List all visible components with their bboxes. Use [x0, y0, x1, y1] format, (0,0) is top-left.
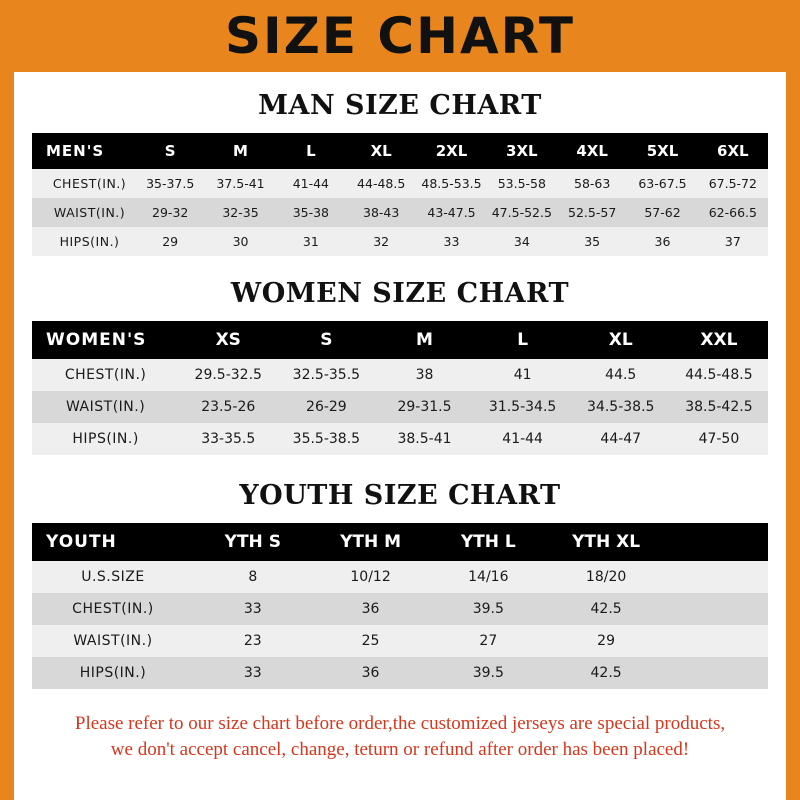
women-col-1: XS	[215, 330, 241, 350]
women-cell: 29.5-32.5	[194, 367, 262, 383]
man-cell: 43-47.5	[427, 205, 476, 220]
women-cell: 29-31.5	[397, 399, 452, 415]
man-col-7: 4XL	[576, 142, 608, 160]
women-cell: 34.5-38.5	[587, 399, 655, 415]
man-cell: 31	[302, 234, 319, 249]
women-row-label-hips: HIPS(IN.)	[72, 431, 139, 447]
man-cell: 35-38	[292, 205, 330, 220]
youth-cell: 29	[597, 633, 615, 649]
table-row	[32, 391, 768, 423]
man-row-label-waist: WAIST(IN.)	[53, 205, 126, 220]
notice-line-1: Please refer to our size chart before order,the customized jerseys are special products,	[74, 713, 726, 734]
table-header-row	[32, 523, 768, 561]
table-row	[32, 593, 768, 625]
man-cell: 29	[162, 234, 179, 249]
women-cell: 38	[415, 367, 434, 383]
chart-content	[14, 90, 786, 762]
women-section-title: WOMEN SIZE CHART	[230, 278, 570, 309]
table-row	[32, 169, 768, 198]
women-row-label-waist: WAIST(IN.)	[65, 399, 146, 415]
table-row	[32, 423, 768, 455]
youth-row-label-hips: HIPS(IN.)	[79, 665, 147, 681]
youth-col-2: YTH M	[340, 532, 402, 552]
man-cell: 67.5-72	[708, 176, 757, 191]
man-section-title: MAN SIZE CHART	[258, 90, 542, 121]
man-cell: 35-37.5	[146, 176, 195, 191]
table-row	[32, 198, 768, 227]
women-table-header	[32, 321, 768, 359]
man-col-8: 5XL	[646, 142, 679, 160]
man-table-header	[32, 133, 768, 169]
man-cell: 29-32	[152, 205, 189, 220]
youth-cell: 14/16	[468, 569, 509, 585]
youth-col-0: YOUTH	[46, 532, 117, 552]
youth-row-label-ussize: U.S.SIZE	[81, 569, 145, 585]
youth-cell	[665, 593, 768, 625]
man-cell: 36	[654, 234, 671, 249]
youth-cell: 42.5	[590, 665, 622, 681]
women-cell: 33-35.5	[201, 431, 256, 447]
man-col-3: L	[306, 142, 316, 160]
man-cell: 62-66.5	[708, 205, 757, 220]
man-cell: 35	[584, 234, 601, 249]
man-cell: 52.5-57	[568, 205, 617, 220]
women-cell: 26-29	[306, 399, 347, 415]
man-row-label-hips: HIPS(IN.)	[59, 234, 120, 249]
women-table-body	[32, 359, 768, 455]
man-col-4: XL	[370, 142, 392, 160]
women-cell: 44.5-48.5	[685, 367, 753, 383]
man-cell: 57-62	[644, 205, 681, 220]
youth-section-title: YOUTH SIZE CHART	[239, 480, 561, 511]
table-row	[32, 227, 768, 256]
women-col-6: XXL	[700, 330, 738, 350]
women-cell: 44-47	[600, 431, 642, 447]
man-cell: 41-44	[292, 176, 330, 191]
man-col-1: S	[164, 142, 176, 160]
women-col-2: S	[320, 330, 333, 350]
man-col-0: MEN'S	[46, 142, 105, 160]
women-cell: 44.5	[605, 367, 637, 383]
women-cell: 41	[513, 367, 532, 383]
table-row	[32, 561, 768, 593]
youth-row-label-waist: WAIST(IN.)	[73, 633, 153, 649]
youth-col-1: YTH S	[224, 532, 281, 552]
man-table-body	[32, 169, 768, 256]
youth-cell: 39.5	[472, 601, 504, 617]
women-cell: 38.5-42.5	[685, 399, 753, 415]
youth-cell: 42.5	[590, 601, 622, 617]
table-row	[32, 625, 768, 657]
table-header-row	[32, 133, 768, 169]
man-col-6: 3XL	[506, 142, 538, 160]
man-cell: 37	[724, 234, 741, 249]
man-cell: 58-63	[574, 176, 611, 191]
man-col-2: M	[233, 142, 248, 160]
youth-cell: 27	[479, 633, 498, 649]
man-cell: 30	[232, 234, 249, 249]
man-cell: 32-35	[222, 205, 259, 220]
women-col-4: L	[517, 330, 529, 350]
man-cell: 47.5-52.5	[491, 205, 552, 220]
youth-cell: 10/12	[350, 569, 391, 585]
youth-cell: 25	[361, 633, 380, 649]
youth-cell: 33	[243, 601, 262, 617]
man-col-9: 6XL	[717, 142, 749, 160]
youth-cell: 23	[243, 633, 262, 649]
man-cell: 48.5-53.5	[421, 176, 482, 191]
youth-cell: 18/20	[585, 569, 627, 585]
youth-col-4: YTH XL	[572, 532, 641, 552]
man-cell: 34	[513, 234, 530, 249]
youth-cell: 36	[361, 601, 380, 617]
youth-cell: 33	[243, 665, 262, 681]
man-cell: 63-67.5	[638, 176, 687, 191]
banner	[0, 0, 800, 72]
man-size-table	[32, 133, 768, 256]
women-cell: 31.5-34.5	[488, 399, 557, 415]
man-cell: 44-48.5	[357, 176, 406, 191]
man-cell: 38-43	[363, 205, 400, 220]
table-row	[32, 657, 768, 689]
table-row	[32, 359, 768, 391]
youth-col-3: YTH L	[460, 532, 516, 552]
women-cell: 23.5-26	[201, 399, 256, 415]
women-size-table	[32, 321, 768, 455]
man-cell: 37.5-41	[216, 176, 265, 191]
man-row-label-chest: CHEST(IN.)	[52, 176, 127, 191]
women-col-5: XL	[608, 330, 633, 350]
youth-table-body	[32, 561, 768, 689]
women-col-3: M	[416, 330, 433, 350]
youth-size-table	[32, 523, 768, 689]
women-cell: 41-44	[502, 431, 543, 447]
women-row-label-chest: CHEST(IN.)	[64, 367, 147, 383]
youth-cell: 36	[361, 665, 380, 681]
youth-cell: 39.5	[472, 665, 504, 681]
youth-row-label-chest: CHEST(IN.)	[72, 601, 154, 617]
notice-line-2: we don't accept cancel, change, teturn or refund after order has been placed!	[110, 738, 690, 760]
youth-cell	[665, 561, 768, 593]
youth-cell	[665, 625, 768, 657]
youth-col-5	[665, 523, 768, 561]
youth-cell: 8	[248, 569, 258, 585]
women-cell: 35.5-38.5	[292, 431, 361, 447]
women-cell: 32.5-35.5	[292, 367, 361, 383]
youth-cell	[665, 657, 768, 689]
women-col-0: WOMEN'S	[46, 330, 147, 350]
man-col-5: 2XL	[435, 142, 468, 160]
order-notice	[32, 711, 768, 762]
youth-table-header	[32, 523, 768, 561]
women-cell: 47-50	[698, 431, 740, 447]
man-cell: 53.5-58	[497, 176, 546, 191]
table-header-row	[32, 321, 768, 359]
women-cell: 38.5-41	[397, 431, 452, 447]
man-cell: 32	[373, 234, 390, 249]
page-title: SIZE CHART	[224, 7, 576, 65]
man-cell: 33	[443, 234, 460, 249]
